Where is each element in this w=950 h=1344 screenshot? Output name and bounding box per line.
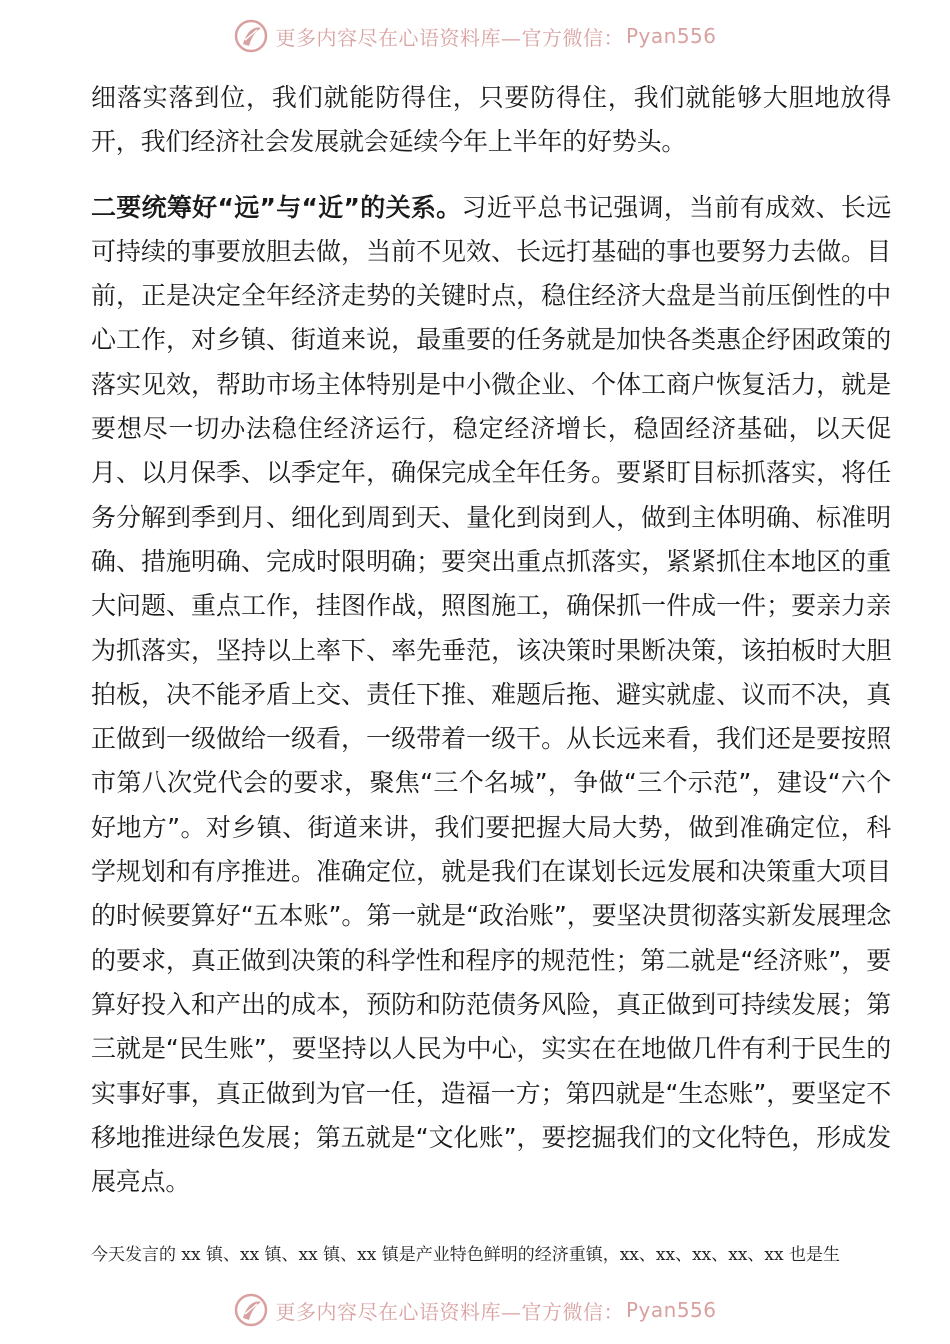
watermark-footer	[0, 1288, 950, 1332]
watermark-wechat-id: Pyan556	[625, 1298, 717, 1322]
paragraph-1	[91, 76, 891, 165]
paragraph-2-heading: 二要统筹好“远”与“近”的关系。	[91, 192, 462, 222]
document-body	[91, 76, 891, 1204]
watermark-logo-icon	[233, 18, 269, 54]
footer-note-line: 今天发言的 xx 镇、xx 镇、xx 镇、xx 镇是产业特色鲜明的经济重镇，xx、xx、xx、xx、xx 也是生	[91, 1245, 840, 1265]
paragraph-2	[91, 186, 891, 1205]
watermark-wechat-id: Pyan556	[625, 24, 717, 48]
paragraph-1-body: 细落实落到位，我们就能防得住，只要防得住，我们就能够大胆地放得开，我们经济社会发展就会延续今年上半年的好势头。	[91, 83, 891, 157]
watermark-text: 更多内容尽在心语资料库—官方微信：	[275, 25, 624, 50]
watermark-header	[0, 14, 950, 58]
watermark-logo-icon	[233, 1292, 269, 1328]
watermark-text: 更多内容尽在心语资料库—官方微信：	[275, 1299, 624, 1324]
paragraph-2-body: 习近平总书记强调，当前有成效、长远可持续的事要放胆去做，当前不见效、长远打基础的事也要努力去做。目前，正是决定全年经济走势的关键时点，稳住经济大盘是当前压倒性的中心工作，对乡镇、街道来说，最重要的任务就是加快各类惠企纾困政策的落实见效，帮助市场主体特别是中小微企业、个体工商户恢复活力，就是要想尽一切办法稳住经济运行，稳定经济增长，稳固经济基础，以天促月、以月保季、以季定年，确保完成全年任务。要紧盯目标抓落实，将任务分解到季到月、细化到周到天、量化到岗到人，做到主体明确、标准明确、措施明确、完成时限明确；要突出重点抓落实，紧紧抓住本地区的重大问题、重点工作，挂图作战，照图施工，确保抓一件成一件；要亲力亲为抓落实，坚持以上率下、率先垂范，该决策时果断决策，该拍板时大胆拍板，决不能矛盾上交、责任下推、难题后拖、避实就虚、议而不决，真正做到一级做给一级看，一级带着一级干。从长远来看，我们还是要按照市第八次党代会的要求，聚焦“三个名城”，争做“三个示范”，建设“六个好地方”。对乡镇、街道来讲，我们要把握大局大势，做到准确定位，科学规划和有序推进。准确定位，就是我们在谋划长远发展和决策重大项目的时候要算好“五本账”。第一就是“政治账”，要坚决贯彻落实新发展理念的要求，真正做到决策的科学性和程序的规范性；第二就是“经济账”，要算好投入和产出的成本，预防和防范债务风险，真正做到可持续发展；第三就是“民生账”，要坚持以人民为中心，实实在在地做几件有利于民生的实事好事，真正做到为官一任，造福一方；第四就是“生态账”，要坚定不移地推进绿色发展；第五就是“文化账”，要挖掘我们的文化特色，形成发展亮点。	[91, 192, 892, 1197]
